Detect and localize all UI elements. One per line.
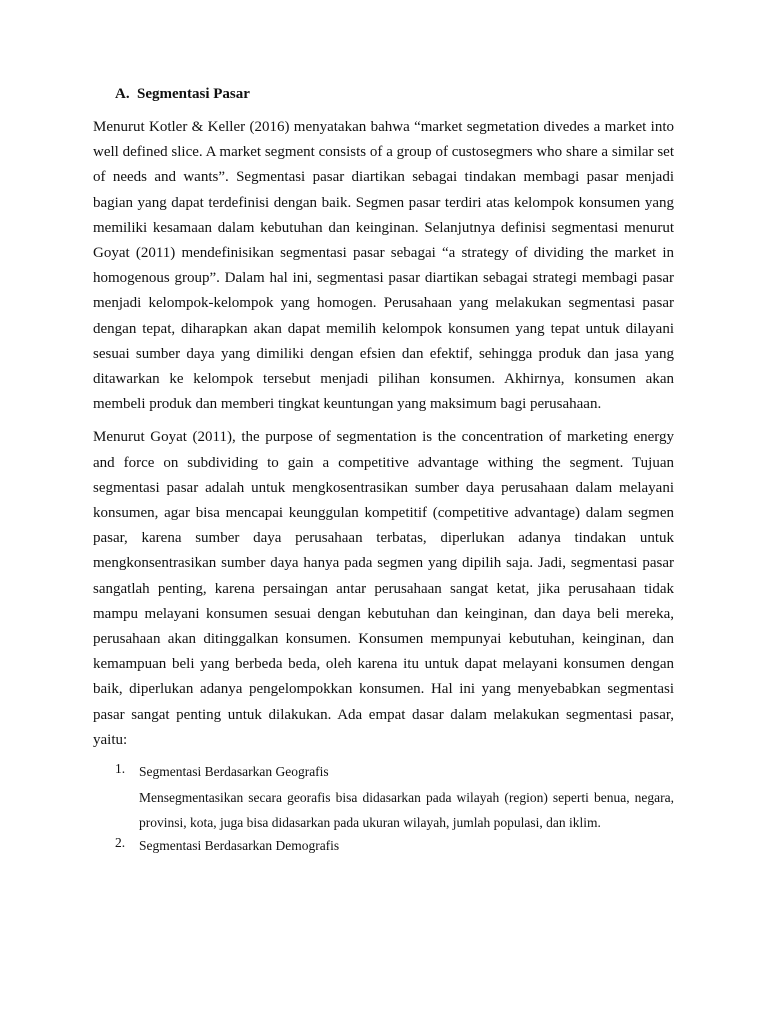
- list-item-title: Segmentasi Berdasarkan Geografis: [139, 764, 329, 780]
- list-item-number: 2.: [115, 835, 126, 851]
- paragraph-1: Menurut Kotler & Keller (2016) menyatakan bahwa “market segmetation divedes a market into well defined slice. A market segment consists of a group of custosegmers who share a similar set of needs and wants”. Segmentasi pasar diartikan sebagai tindakan membagi pasar menjadi bagian yang dapat terdefinisi dengan baik. Segmen pasar terdiri atas kelompok konsumen yang memiliki kesamaan dalam kebutuhan dan keinginan. Selanjutnya definisi segmentasi menurut Goyat (2011) mendefinisikan segmentasi pasar sebagai “a strategy of dividing the market in homogenous group”. Dalam hal ini, segmentasi pasar diartikan sebagai strategi membagi pasar menjadi kelompok-kelompok yang homogen. Perusahaan yang melakukan segmentasi pasar dengan tepat, diharapkan akan dapat memilih kelompok konsumen yang tepat untuk dilayani sesuai sumber daya yang dimiliki dengan efsien dan efektif, sehingga produk dan jasa yang ditawarkan ke kelompok tersebut menjadi pilihan konsumen. Akhirnya, konsumen akan membeli produk dan memberi tingkat keuntungan yang maksimum bagi perusahaan.: [93, 119, 674, 413]
- list-item-number: 1.: [115, 761, 126, 777]
- list-item-title: Segmentasi Berdasarkan Demografis: [139, 838, 340, 854]
- section-number: A.: [115, 86, 130, 102]
- segmentation-list: [93, 761, 674, 857]
- paragraph-2: Menurut Goyat (2011), the purpose of segmentation is the concentration of marketing energy and force on subdividing to gain a competitive advantage withing the segment. Tujuan segmentasi pasar adalah untuk mengkosentrasikan sumber daya perusahaan dalam melayani konsumen, agar bisa mencapai keunggulan kompetitif (competitive advantage) dalam segmen pasar, karena sumber daya perusahaan terbatas, diperlukan adanya tindakan untuk mengkonsentrasikan sumber daya hanya pada segmen yang dipilih saja. Jadi, segmentasi pasar sangatlah penting, karena persaingan antar perusahaan sangat ketat, jika perusahaan tidak mampu melayani konsumen sesuai dengan kebutuhan dan keinginan, dan daya beli mereka, perusahaan akan ditinggalkan konsumen. Konsumen mempunyai kebutuhan, keinginan, dan kemampuan beli yang berbeda beda, oleh karena itu untuk dapat melayani konsumen dengan baik, diperlukan adanya pengelompokkan konsumen. Hal ini yang menyebabkan segmentasi pasar sangat penting untuk dilakukan. Ada empat dasar dalam melakukan segmentasi pasar, yaitu:: [93, 429, 674, 748]
- document-page: [93, 82, 674, 857]
- list-item: [93, 835, 674, 857]
- section-title: Segmentasi Pasar: [137, 86, 250, 102]
- section-heading: [93, 82, 674, 107]
- list-item: [93, 761, 674, 835]
- list-item-description: Mensegmentasikan secara georafis bisa didasarkan pada wilayah (region) seperti benua, negara, provinsi, kota, juga bisa didasarkan pada ukuran wilayah, jumlah populasi, dan iklim.: [139, 790, 674, 831]
